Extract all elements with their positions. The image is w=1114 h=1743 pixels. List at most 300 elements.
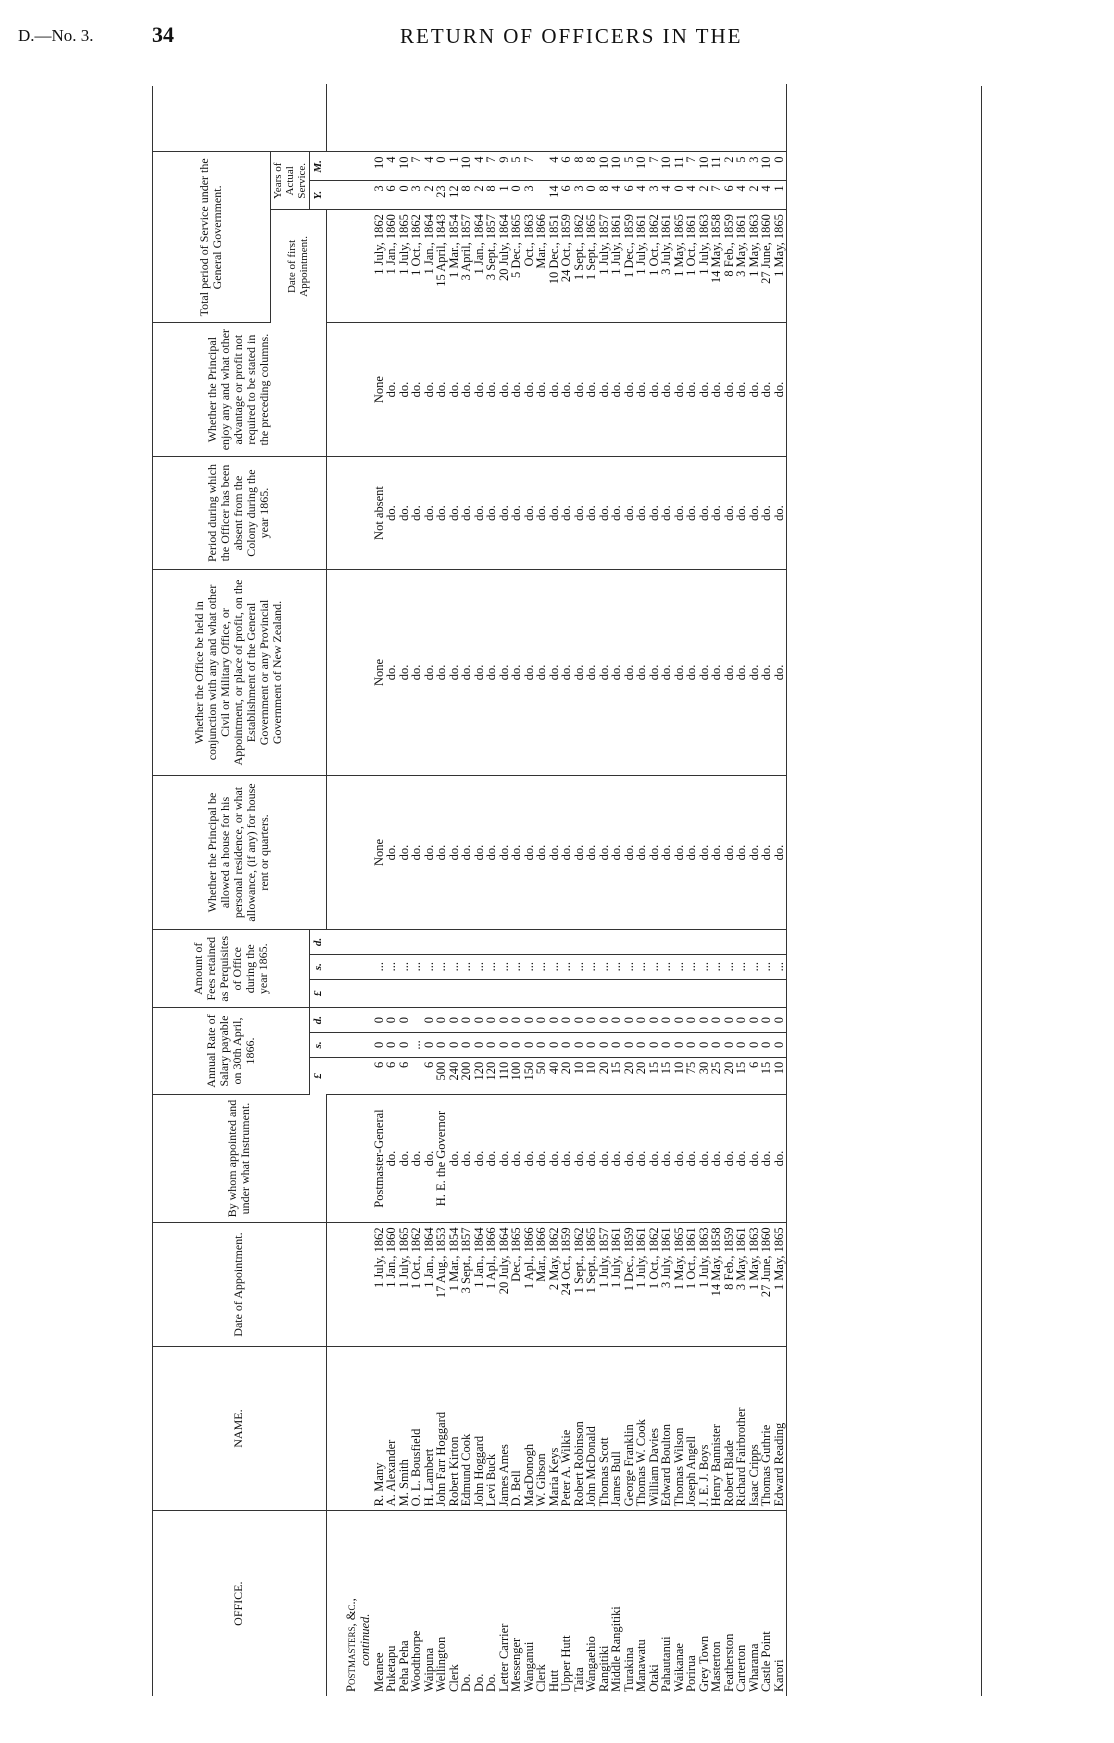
service-years-cell: 7	[710, 181, 723, 210]
fees-pounds-cell	[735, 979, 748, 1008]
col-header-name: NAME.	[152, 1346, 326, 1511]
advantage-cell: do.	[398, 323, 411, 457]
conjunction-cell: do.	[498, 570, 511, 776]
fees-shillings-cell: ...	[410, 954, 423, 979]
service-months-cell: 3	[748, 152, 761, 181]
fees-shillings-cell: ...	[385, 954, 398, 979]
fees-pounds-cell	[760, 979, 773, 1008]
conjunction-cell: do.	[460, 570, 473, 776]
salary-shillings-cell: 0	[760, 1033, 773, 1058]
appointed-by-cell: do.	[760, 1094, 773, 1223]
fees-pounds-cell	[648, 979, 661, 1008]
salary-pounds-cell: 100	[510, 1057, 523, 1094]
blank-cell	[460, 84, 473, 152]
name-cell: Thomas W. Cook	[635, 1346, 648, 1511]
salary-pounds-cell: 15	[648, 1057, 661, 1094]
col-header-absent: Period during which the Officer has been absent from the Colony during the year 1865.	[152, 456, 326, 569]
date-appointment-cell: 1 July, 1863	[698, 1223, 711, 1346]
salary-shillings-cell: 0	[498, 1033, 511, 1058]
salary-pence-cell: 0	[573, 1008, 586, 1033]
officers-table	[152, 84, 787, 1696]
fees-shillings-cell: ...	[460, 954, 473, 979]
fees-pence-cell	[398, 930, 411, 955]
fees-shillings-cell: ...	[573, 954, 586, 979]
office-cell: Clerk	[446, 1664, 461, 1692]
date-appointment-cell: 17 Aug., 1853	[435, 1223, 448, 1346]
blank-cell	[760, 84, 773, 152]
house-allowance-cell: do.	[760, 775, 773, 929]
name-cell: D. Bell	[510, 1346, 523, 1511]
salary-pounds-cell: 240	[448, 1057, 461, 1094]
name-cell: John McDonald	[585, 1346, 598, 1511]
office-cell: Waipuna	[421, 1647, 436, 1692]
appointed-by-cell: do.	[485, 1094, 498, 1223]
salary-pounds-cell: 50	[535, 1057, 548, 1094]
salary-shillings-cell: 0	[748, 1033, 761, 1058]
conjunction-cell: do.	[560, 570, 573, 776]
appointed-by-cell: do.	[460, 1094, 473, 1223]
fees-pence-cell	[448, 930, 461, 955]
advantage-cell: do.	[773, 323, 786, 457]
name-cell: W. Gibson	[535, 1346, 548, 1511]
conjunction-cell: None	[373, 570, 386, 776]
office-cell: Peha Peha	[396, 1640, 411, 1692]
fees-pounds-cell	[748, 979, 761, 1008]
name-cell: Peter A. Wilkie	[560, 1346, 573, 1511]
salary-pounds-cell: 6	[373, 1057, 386, 1094]
salary-shillings-cell: 0	[385, 1033, 398, 1058]
fees-pence-cell	[635, 930, 648, 955]
table-row	[635, 84, 648, 1696]
blank-cell	[548, 84, 561, 152]
name-cell: Edward Boulton	[660, 1346, 673, 1511]
salary-pounds-cell: 40	[548, 1057, 561, 1094]
absent-cell: do.	[573, 456, 586, 569]
salary-pence-cell: 0	[448, 1008, 461, 1033]
service-months-cell: 7	[685, 152, 698, 181]
date-appointment-cell: 1 Apl., 1866	[523, 1223, 536, 1346]
blank-cell	[448, 84, 461, 152]
service-months-cell: 10	[660, 152, 673, 181]
first-appointment-cell: 1 Mar., 1854	[448, 210, 461, 323]
first-appointment-cell: 1 May, 1865	[673, 210, 686, 323]
service-years-cell: 4	[635, 181, 648, 210]
table-row	[385, 84, 398, 1696]
service-years-cell: 8	[485, 181, 498, 210]
conjunction-cell: do.	[423, 570, 436, 776]
conjunction-cell: do.	[448, 570, 461, 776]
house-allowance-cell: do.	[385, 775, 398, 929]
salary-shillings-cell: 0	[460, 1033, 473, 1058]
table-row	[710, 84, 723, 1696]
service-years-cell: 4	[760, 181, 773, 210]
date-appointment-cell: 3 July, 1861	[660, 1223, 673, 1346]
fees-pounds-cell	[385, 979, 398, 1008]
fees-pounds-cell	[485, 979, 498, 1008]
office-cell: Turakina	[621, 1647, 636, 1692]
salary-pounds-cell: 20	[560, 1057, 573, 1094]
advantage-cell: do.	[735, 323, 748, 457]
fees-pence-cell	[760, 930, 773, 955]
absent-cell: do.	[685, 456, 698, 569]
fees-pounds-cell	[710, 979, 723, 1008]
fees-shillings-cell: ...	[485, 954, 498, 979]
service-months-cell: 5	[735, 152, 748, 181]
col-header-advantage: Whether the Principal enjoy any and what other advantage or profit not required to be stated in the preceding columns.	[152, 323, 326, 457]
service-months-cell: 9	[498, 152, 511, 181]
absent-cell: do.	[623, 456, 636, 569]
col-header-fees: Amount of Fees retained as Perquisites of Office during the year 1865.	[152, 930, 310, 1008]
conjunction-cell: do.	[523, 570, 536, 776]
service-months-cell: 6	[560, 152, 573, 181]
date-appointment-cell: 1 July, 1862	[373, 1223, 386, 1346]
fees-shillings-cell: ...	[535, 954, 548, 979]
office-cell: Wharama	[746, 1643, 761, 1692]
absent-cell: do.	[398, 456, 411, 569]
fees-pounds-cell	[610, 979, 623, 1008]
fees-pence-cell	[510, 930, 523, 955]
conjunction-cell: do.	[735, 570, 748, 776]
name-cell: Henry Bannister	[710, 1346, 723, 1511]
appointed-by-cell: do.	[523, 1094, 536, 1223]
first-appointment-cell: 15 April, 1843	[435, 210, 448, 323]
service-months-cell	[535, 152, 548, 181]
fees-pence-cell	[435, 930, 448, 955]
salary-pounds-cell: 20	[598, 1057, 611, 1094]
house-allowance-cell: do.	[473, 775, 486, 929]
service-months-cell: 10	[698, 152, 711, 181]
fees-pounds-cell	[473, 979, 486, 1008]
fees-pounds-cell	[698, 979, 711, 1008]
date-appointment-cell: 8 Feb., 1859	[723, 1223, 736, 1346]
service-months-cell: 7	[648, 152, 661, 181]
table-row	[510, 84, 523, 1696]
date-appointment-cell: 14 May, 1858	[710, 1223, 723, 1346]
name-cell: James Ames	[498, 1346, 511, 1511]
first-appointment-cell: 1 July, 1865	[398, 210, 411, 323]
advantage-cell: do.	[485, 323, 498, 457]
blank-cell	[748, 84, 761, 152]
appointed-by-cell: do.	[748, 1094, 761, 1223]
house-allowance-cell: do.	[660, 775, 673, 929]
salary-pounds-cell: 20	[623, 1057, 636, 1094]
salary-pence-cell: 0	[635, 1008, 648, 1033]
fees-pounds-cell	[598, 979, 611, 1008]
appointed-by-cell: do.	[660, 1094, 673, 1223]
fees-shillings-cell: ...	[710, 954, 723, 979]
name-cell: Edmund Cook	[460, 1346, 473, 1511]
fees-shillings-cell: ...	[735, 954, 748, 979]
absent-cell: do.	[698, 456, 711, 569]
blank-cell	[385, 84, 398, 152]
table-row	[760, 84, 773, 1696]
office-cell: Masterton	[709, 1641, 723, 1692]
house-allowance-cell: do.	[510, 775, 523, 929]
document-reference: D.—No. 3.	[18, 26, 94, 45]
fees-shillings-cell: ...	[473, 954, 486, 979]
absent-cell: do.	[423, 456, 436, 569]
fees-pounds-cell	[673, 979, 686, 1008]
service-years-cell: 0	[673, 181, 686, 210]
first-appointment-cell: Mar., 1866	[535, 210, 548, 323]
appointed-by-cell: do.	[685, 1094, 698, 1223]
house-allowance-cell: do.	[635, 775, 648, 929]
appointed-by-cell: do.	[560, 1094, 573, 1223]
salary-shillings-cell: 0	[710, 1033, 723, 1058]
salary-shillings-cell: 0	[485, 1033, 498, 1058]
fees-shillings-cell: ...	[398, 954, 411, 979]
salary-shillings-cell: 0	[398, 1033, 411, 1058]
salary-shillings-cell: 0	[510, 1033, 523, 1058]
fees-pence-cell	[710, 930, 723, 955]
service-years-cell: 6	[560, 181, 573, 210]
service-months-cell: 0	[773, 152, 786, 181]
fees-shillings-cell: ...	[610, 954, 623, 979]
house-allowance-cell: do.	[673, 775, 686, 929]
office-cell: Meanee	[371, 1652, 386, 1692]
service-months-cell: 5	[510, 152, 523, 181]
col-header-office: OFFICE.	[152, 1511, 326, 1696]
salary-pence-cell: 0	[660, 1008, 673, 1033]
advantage-cell: do.	[685, 323, 698, 457]
service-months-cell: 0	[435, 152, 448, 181]
salary-pence-cell: 0	[398, 1008, 411, 1033]
advantage-cell: do.	[560, 323, 573, 457]
fees-pounds-cell	[623, 979, 636, 1008]
date-appointment-cell: 1 Oct., 1861	[685, 1223, 698, 1346]
advantage-cell: do.	[510, 323, 523, 457]
conjunction-cell: do.	[673, 570, 686, 776]
blank-cell	[648, 84, 661, 152]
conjunction-cell: do.	[398, 570, 411, 776]
conjunction-cell: do.	[473, 570, 486, 776]
appointed-by-cell: do.	[398, 1094, 411, 1223]
salary-shillings-cell: 0	[698, 1033, 711, 1058]
date-appointment-cell: 1 July, 1861	[635, 1223, 648, 1346]
office-cell: Do.	[484, 1673, 498, 1692]
date-appointment-cell: 1 Dec., 1859	[623, 1223, 636, 1346]
fees-pence-cell	[673, 930, 686, 955]
service-months-cell: 4	[423, 152, 436, 181]
date-appointment-cell: 1 Sept., 1865	[585, 1223, 598, 1346]
appointed-by-cell: do.	[623, 1094, 636, 1223]
advantage-cell: do.	[760, 323, 773, 457]
fees-pounds-cell	[523, 979, 536, 1008]
fees-pence-cell	[460, 930, 473, 955]
unit-shillings-fees: s.	[310, 954, 327, 979]
absent-cell: do.	[723, 456, 736, 569]
blank-cell	[398, 84, 411, 152]
conjunction-cell: do.	[598, 570, 611, 776]
office-cell: Clerk	[534, 1664, 548, 1692]
absent-cell: do.	[498, 456, 511, 569]
appointed-by-cell: do.	[385, 1094, 398, 1223]
salary-pounds-cell	[410, 1057, 423, 1094]
blank-cell	[510, 84, 523, 152]
salary-shillings-cell: 0	[548, 1033, 561, 1058]
absent-cell: do.	[610, 456, 623, 569]
conjunction-cell: do.	[385, 570, 398, 776]
office-cell: Featherston	[721, 1633, 736, 1692]
fees-pounds-cell	[398, 979, 411, 1008]
salary-shillings-cell: ...	[410, 1033, 423, 1058]
service-months-cell: 4	[548, 152, 561, 181]
house-allowance-cell: None	[373, 775, 386, 929]
fees-pounds-cell	[373, 979, 386, 1008]
salary-pounds-cell: 6	[423, 1057, 436, 1094]
salary-pence-cell: 0	[585, 1008, 598, 1033]
service-years-cell: 3	[523, 181, 536, 210]
house-allowance-cell: do.	[598, 775, 611, 929]
service-years-cell: 2	[423, 181, 436, 210]
salary-pence-cell: 0	[648, 1008, 661, 1033]
house-allowance-cell: do.	[485, 775, 498, 929]
table-rotator	[152, 84, 982, 1696]
house-allowance-cell: do.	[573, 775, 586, 929]
absent-cell: Not absent	[373, 456, 386, 569]
blank-cell	[535, 84, 548, 152]
first-appointment-cell: 1 July, 1862	[373, 210, 386, 323]
col-header-first-appointment: Date of first Appointment.	[271, 210, 327, 323]
conjunction-cell: do.	[610, 570, 623, 776]
service-years-cell: 12	[448, 181, 461, 210]
first-appointment-cell: 1 July, 1857	[598, 210, 611, 323]
advantage-cell: do.	[698, 323, 711, 457]
fees-pounds-cell	[510, 979, 523, 1008]
fees-shillings-cell: ...	[523, 954, 536, 979]
service-months-cell: 7	[485, 152, 498, 181]
advantage-cell: do.	[598, 323, 611, 457]
advantage-cell: do.	[723, 323, 736, 457]
salary-pounds-cell: 6	[748, 1057, 761, 1094]
house-allowance-cell: do.	[648, 775, 661, 929]
salary-shillings-cell: 0	[573, 1033, 586, 1058]
advantage-cell: None	[373, 323, 386, 457]
service-years-cell: 8	[460, 181, 473, 210]
service-years-cell: 6	[723, 181, 736, 210]
fees-pence-cell	[373, 930, 386, 955]
date-appointment-cell: 1 May, 1863	[748, 1223, 761, 1346]
service-years-cell: 4	[660, 181, 673, 210]
fees-pounds-cell	[535, 979, 548, 1008]
service-years-cell: 2	[473, 181, 486, 210]
salary-pounds-cell: 25	[710, 1057, 723, 1094]
office-cell: Letter Carrier	[496, 1623, 511, 1692]
salary-pounds-cell: 200	[460, 1057, 473, 1094]
fees-pounds-cell	[435, 979, 448, 1008]
absent-cell: do.	[748, 456, 761, 569]
office-cell: Porirua	[684, 1655, 698, 1692]
appointed-by-cell: do.	[673, 1094, 686, 1223]
fees-pounds-cell	[460, 979, 473, 1008]
unit-pounds-fees: £	[310, 979, 327, 1008]
appointed-by-cell: do.	[535, 1094, 548, 1223]
fees-pence-cell	[560, 930, 573, 955]
first-appointment-cell: 8 Feb., 1859	[723, 210, 736, 323]
fees-shillings-cell: ...	[635, 954, 648, 979]
blank-cell	[485, 84, 498, 152]
fees-shillings-cell: ...	[373, 954, 386, 979]
first-appointment-cell: 1 Jan., 1864	[423, 210, 436, 323]
fees-pounds-cell	[560, 979, 573, 1008]
house-allowance-cell: do.	[723, 775, 736, 929]
name-cell: Edward Reading	[773, 1346, 786, 1511]
salary-pounds-cell: 10	[673, 1057, 686, 1094]
salary-pence-cell: 0	[510, 1008, 523, 1033]
blank-cell	[685, 84, 698, 152]
salary-shillings-cell: 0	[598, 1033, 611, 1058]
date-appointment-cell: 1 July, 1861	[610, 1223, 623, 1346]
salary-pounds-cell: 150	[523, 1057, 536, 1094]
salary-pounds-cell: 500	[435, 1057, 448, 1094]
office-cell: Otaki	[646, 1664, 661, 1692]
unit-years: Y.	[310, 181, 327, 210]
conjunction-cell: do.	[685, 570, 698, 776]
absent-cell: do.	[485, 456, 498, 569]
date-appointment-cell: 2 May, 1862	[548, 1223, 561, 1346]
table-row	[460, 84, 473, 1696]
advantage-cell: do.	[410, 323, 423, 457]
salary-shillings-cell: 0	[535, 1033, 548, 1058]
appointed-by-cell: do.	[710, 1094, 723, 1223]
blank-cell	[423, 84, 436, 152]
salary-pence-cell: 0	[723, 1008, 736, 1033]
date-appointment-cell: 1 Apl., 1866	[485, 1223, 498, 1346]
fees-pence-cell	[573, 930, 586, 955]
fees-pounds-cell	[448, 979, 461, 1008]
fees-pounds-cell	[635, 979, 648, 1008]
office-cell: Middle Rangitiki	[609, 1606, 623, 1692]
fees-pence-cell	[698, 930, 711, 955]
salary-pence-cell: 0	[473, 1008, 486, 1033]
salary-pence-cell: 0	[423, 1008, 436, 1033]
absent-cell: do.	[710, 456, 723, 569]
salary-shillings-cell: 0	[673, 1033, 686, 1058]
salary-pence-cell: 0	[773, 1008, 786, 1033]
service-months-cell: 4	[385, 152, 398, 181]
house-allowance-cell: do.	[560, 775, 573, 929]
blank-cell	[698, 84, 711, 152]
appointed-by-cell: Postmaster-General	[373, 1094, 386, 1223]
salary-shillings-cell: 0	[523, 1033, 536, 1058]
date-appointment-cell: 3 May, 1861	[735, 1223, 748, 1346]
fees-pounds-cell	[548, 979, 561, 1008]
unit-months: M.	[310, 152, 327, 181]
appointed-by-cell: do.	[473, 1094, 486, 1223]
office-cell: Manawatu	[634, 1639, 648, 1692]
fees-pence-cell	[385, 930, 398, 955]
name-cell: James Bull	[610, 1346, 623, 1511]
advantage-cell: do.	[423, 323, 436, 457]
service-years-cell: 3	[410, 181, 423, 210]
office-cell: Castle Point	[759, 1631, 773, 1692]
col-header-by-whom: By whom appointed and under what Instrument.	[152, 1094, 326, 1223]
service-months-cell: 10	[398, 152, 411, 181]
blank-cell	[635, 84, 648, 152]
office-cell: Grey Town	[696, 1635, 711, 1692]
advantage-cell: do.	[385, 323, 398, 457]
salary-shillings-cell: 0	[448, 1033, 461, 1058]
fees-pounds-cell	[660, 979, 673, 1008]
first-appointment-cell: 1 Sept., 1862	[573, 210, 586, 323]
salary-pounds-cell: 20	[723, 1057, 736, 1094]
name-cell: Richard Fairbrother	[735, 1346, 748, 1511]
service-years-cell: 14	[548, 181, 561, 210]
table-row	[410, 84, 423, 1696]
fees-shillings-cell: ...	[423, 954, 436, 979]
salary-pounds-cell: 15	[735, 1057, 748, 1094]
blank-cell	[598, 84, 611, 152]
